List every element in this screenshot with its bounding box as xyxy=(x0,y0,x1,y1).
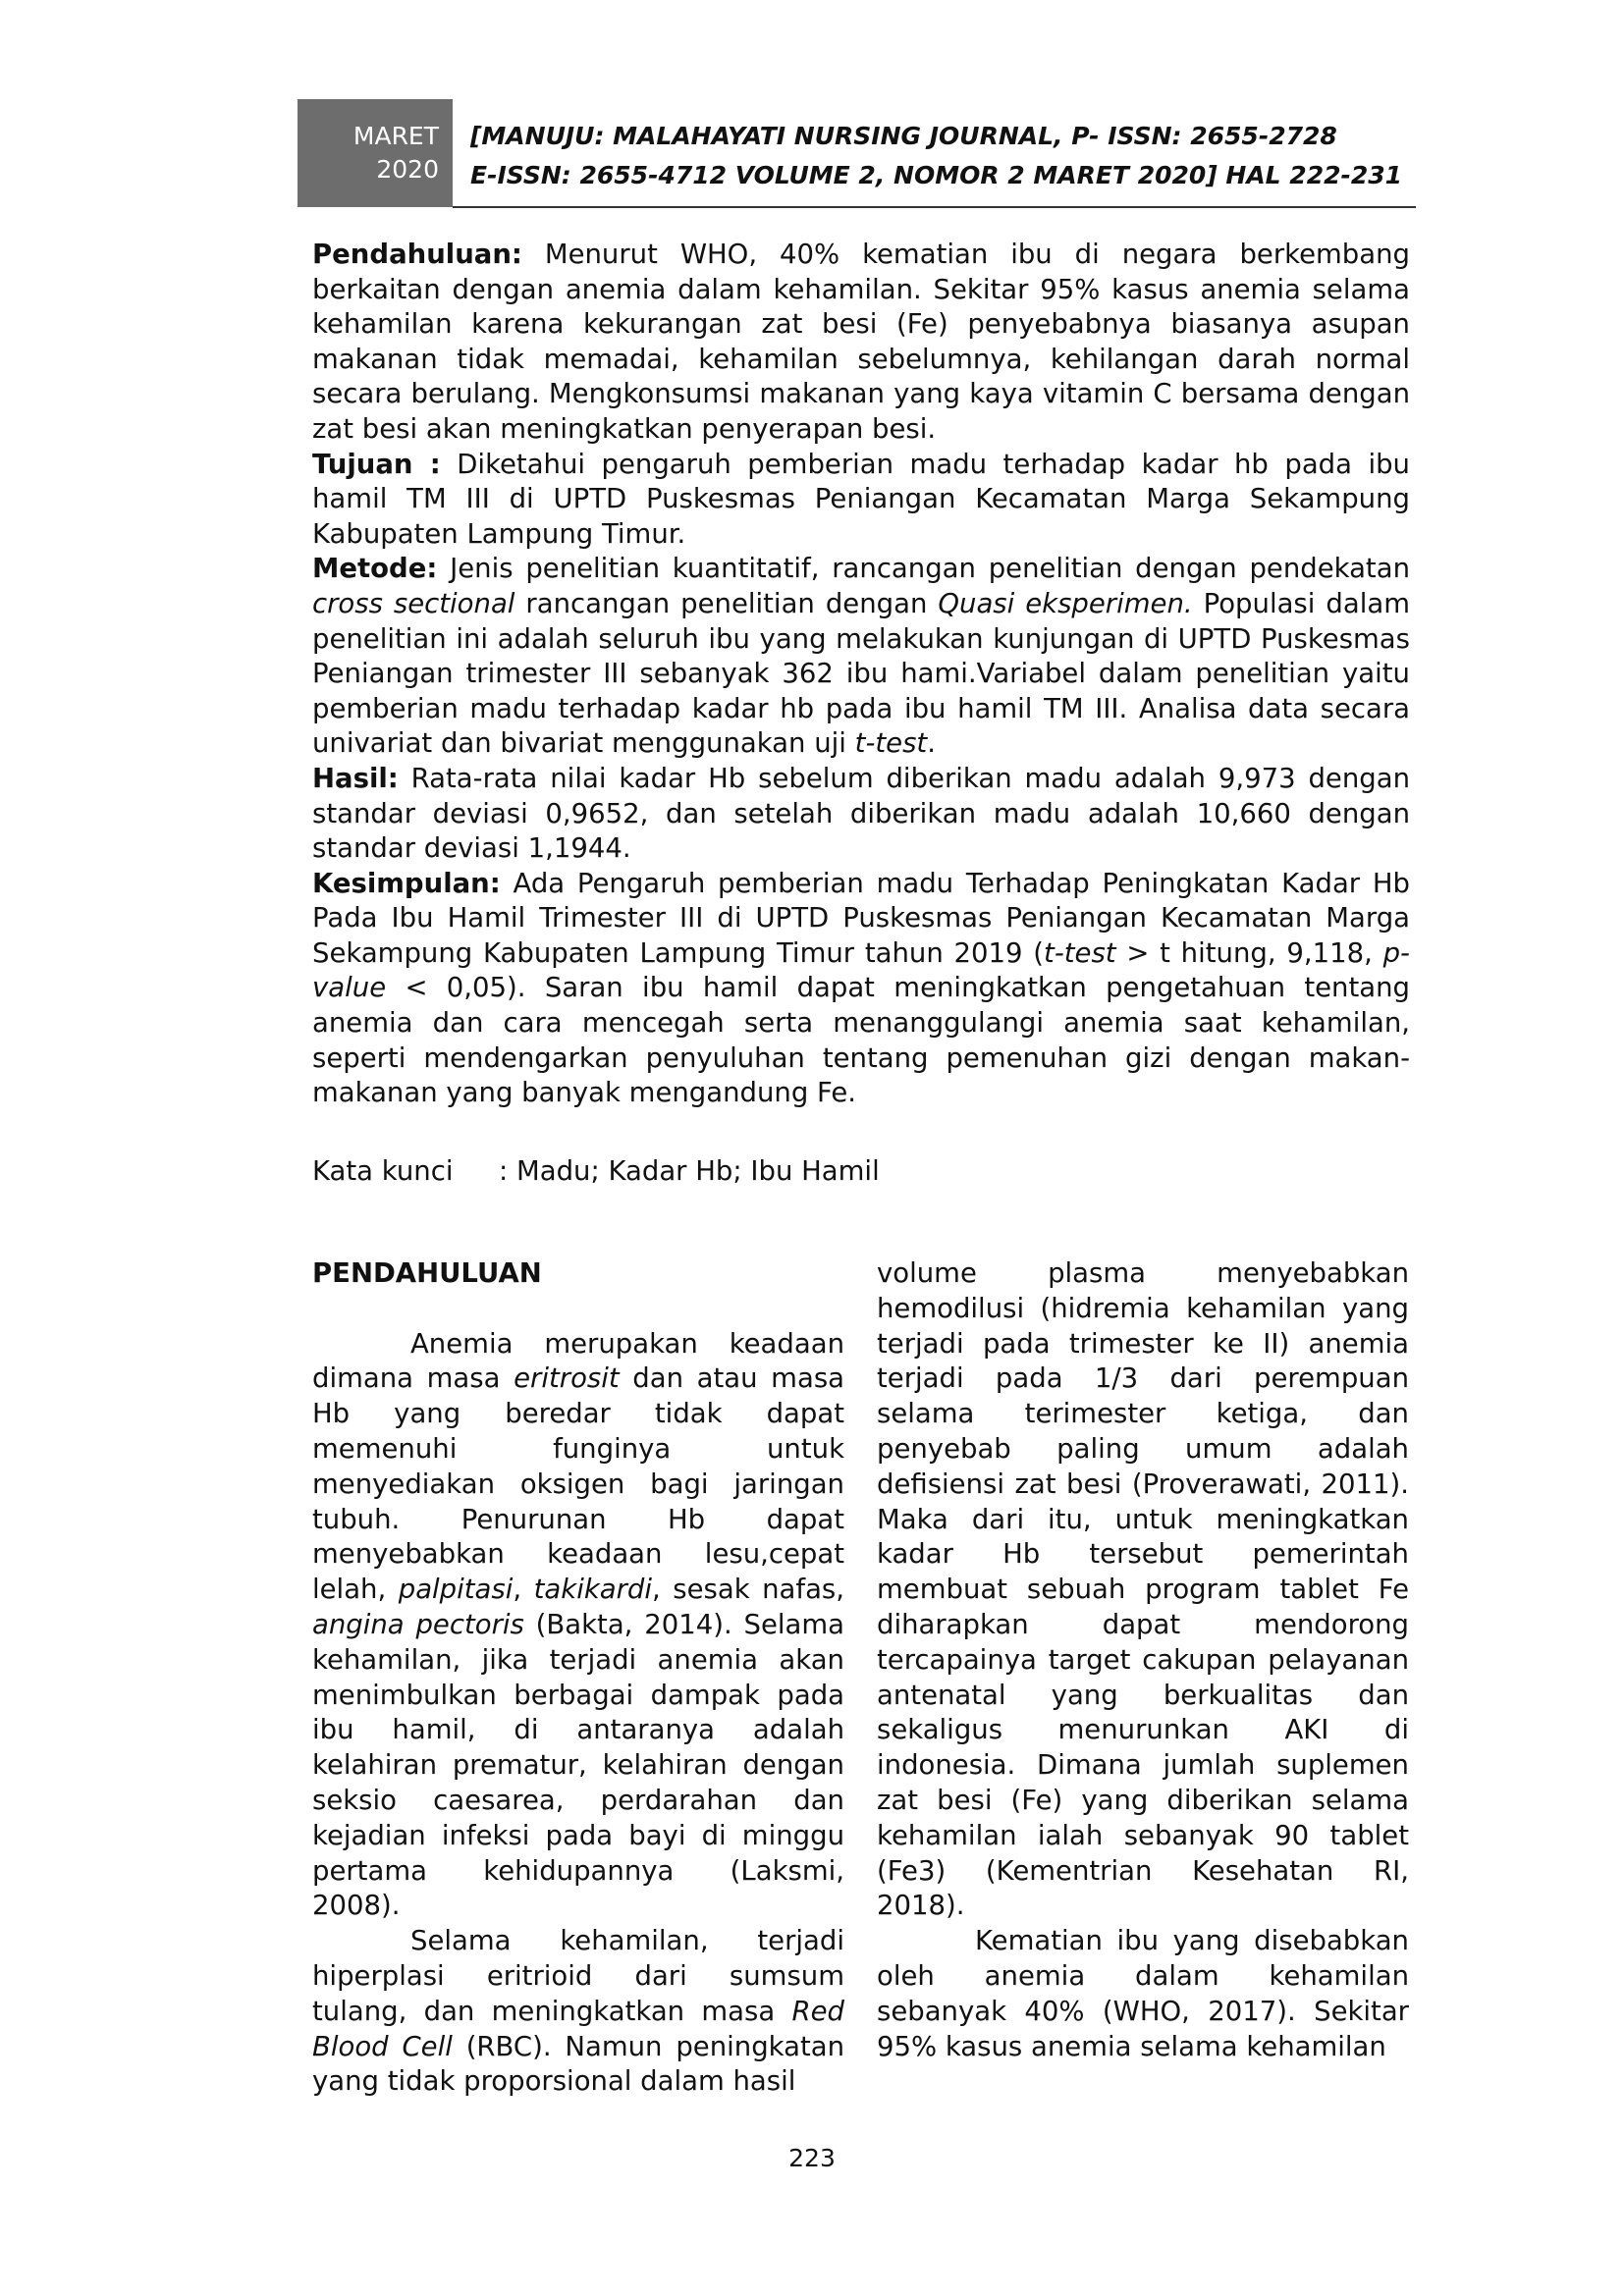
body-term: Red Blood Cell xyxy=(312,1995,844,2062)
abstract-hasil xyxy=(312,762,1410,867)
section-title: PENDAHULUAN xyxy=(312,1257,542,1289)
body-term: takikardi xyxy=(533,1574,653,1606)
body-paragraph xyxy=(312,1924,844,2100)
abstract-term: cross sectional xyxy=(312,587,515,619)
abstract-metode xyxy=(312,552,1410,762)
abstract-text: Jenis penelitian kuantitatif, rancangan penelitian dengan pendekatan xyxy=(437,553,1410,585)
abstract-term: t-test xyxy=(854,727,928,760)
body-term: eritrosit xyxy=(514,1362,620,1395)
badge-year: 2020 xyxy=(376,155,439,184)
abstract-text: rancangan penelitian dengan xyxy=(514,587,939,619)
journal-header-line-1: [MANUJU: MALAHAYATI NURSING JOURNAL, P- ISSN: 2655-2728 xyxy=(470,122,1337,150)
body-term: angina pectoris xyxy=(312,1608,524,1640)
abstract-text: Populasi dalam penelitian ini adalah seluruh ibu yang melakukan kunjungan di UPTD Puskesmas Peniangan trimester III sebanyak 362 ibu hami.Variabel dalam penelitian yaitu pemberian madu terhadap kadar hb pada ibu hamil TM III. Analisa data secara univariat dan bivariat menggunakan uji xyxy=(312,587,1410,760)
column-right xyxy=(877,1256,1409,2064)
abstract-kesimpulan xyxy=(312,867,1410,1111)
badge-month: MARET xyxy=(352,122,439,150)
abstract-label: Pendahuluan: xyxy=(312,239,522,270)
abstract-pendahuluan xyxy=(312,238,1410,448)
abstract-text: Ada Pengaruh pemberian madu Terhadap Peningkatan Kadar Hb Pada Ibu Hamil Trimester III di UPTD Puskesmas Peniangan Kecamatan Marga Sekampung Kabupaten Lampung Timur tahun 2019 ( xyxy=(312,867,1410,969)
abstract-term: t-test xyxy=(1044,936,1116,969)
abstract-text: Diketahui pengaruh pemberian madu terhadap kadar hb pada ibu hamil TM III di UPTD Puskesmas Peniangan Kecamatan Marga Sekampung Kabupaten Lampung Timur. xyxy=(312,448,1410,550)
abstract-term: Quasi eksperimen. xyxy=(938,587,1193,619)
abstract-label: Kesimpulan: xyxy=(312,867,501,899)
abstract-text: Rata-rata nilai kadar Hb sebelum diberikan madu adalah 9,973 dengan standar deviasi 0,9652, dan setelah diberikan madu adalah 10,660 dengan standar deviasi 1,1944. xyxy=(312,762,1410,865)
abstract-text: Menurut WHO, 40% kematian ibu di negara berkembang berkaitan dengan anemia dalam kehamilan. Sekitar 95% kasus anemia selama kehamilan karena kekurangan zat besi (Fe) penyebabnya biasanya asupan makanan tidak memadai, kehamilan sebelumnya, kehilangan darah normal secara berulang. Mengkonsumsi makanan yang kaya vitamin C bersama dengan zat besi akan meningkatkan penyerapan besi. xyxy=(312,239,1410,445)
body-text: (Bakta, 2014). Selama kehamilan, jika terjadi anemia akan menimbulkan berbagai dampak pada ibu hamil, di antaranya adalah kelahiran prematur, kelahiran dengan seksio caesarea, perdarahan dan kejadian infeksi pada bayi di minggu pertama kehidupannya (Laksmi, 2008). xyxy=(312,1608,845,1922)
abstract-label: Tujuan : xyxy=(312,448,441,480)
body-text: Anemia merupakan keadaan dimana masa xyxy=(312,1327,844,1395)
abstract-label: Metode: xyxy=(312,553,438,585)
keywords-label: Kata kunci xyxy=(312,1155,454,1187)
keywords-value: : Madu; Kadar Hb; Ibu Hamil xyxy=(499,1155,880,1187)
body-text: , xyxy=(513,1574,534,1606)
abstract-text: > t hitung, 9,118, xyxy=(1115,936,1383,969)
journal-header-line-2: E-ISSN: 2655-4712 VOLUME 2, NOMOR 2 MARET 2020] HAL 222-231 xyxy=(470,161,1403,189)
body-text: Selama kehamilan, terjadi hiperplasi eritrioid dari sumsum tulang, dan meningkatkan masa xyxy=(312,1925,844,2027)
date-badge xyxy=(298,99,453,207)
keywords xyxy=(312,1153,880,1189)
body-text: (RBC). Namun peningkatan yang tidak proporsional dalam hasil xyxy=(312,2030,845,2098)
abstract-label: Hasil: xyxy=(312,762,399,794)
body-text: , sesak nafas, xyxy=(652,1574,845,1606)
abstract-tujuan xyxy=(312,448,1410,553)
body-term: palpitasi xyxy=(398,1574,514,1606)
body-paragraph xyxy=(312,1327,844,1925)
abstract-text: < 0,05). Saran ibu hamil dapat meningkatkan pengetahuan tentang anemia dan cara mencegah serta menanggulangi anemia saat kehamilan, seperti mendengarkan penyuluhan tentang pemenuhan gizi dengan makan-makanan yang banyak mengandung Fe. xyxy=(312,972,1410,1109)
header-divider xyxy=(453,206,1416,208)
body-paragraph: Kematian ibu yang disebabkan oleh anemia dalam kehamilan sebanyak 40% (WHO, 2017). Sekitar 95% kasus anemia selama kehamilan xyxy=(877,1925,1409,2062)
body-paragraph: volume plasma menyebabkan hemodilusi (hidremia kehamilan yang terjadi pada trimester ke II) anemia terjadi pada 1/3 dari perempuan selama terimester ketiga, dan penyebab paling umum adalah defisiensi zat besi (Proverawati, 2011). Maka dari itu, untuk meningkatkan kadar Hb tersebut pemerintah membuat sebuah program tablet Fe diharapkan dapat mendorong tercapainya target cakupan pelayanan antenatal yang berkualitas dan sekaligus menurunkan AKI di indonesia. Dimana jumlah suplemen zat besi (Fe) yang diberikan selama kehamilan ialah sebanyak 90 tablet (Fe3) (Kementrian Kesehatan RI, 2018). xyxy=(877,1257,1409,1922)
page-number: 223 xyxy=(788,2144,836,2172)
body-text: dan atau masa Hb yang beredar tidak dapat memenuhi funginya untuk menyediakan oksigen bagi jaringan tubuh. Penurunan Hb dapat menyebabkan keadaan lesu,cepat lelah, xyxy=(312,1362,844,1606)
abstract-text: . xyxy=(927,727,936,760)
abstract-term: p-value xyxy=(312,936,1410,1004)
column-left xyxy=(312,1256,844,2100)
abstract xyxy=(312,238,1410,1111)
